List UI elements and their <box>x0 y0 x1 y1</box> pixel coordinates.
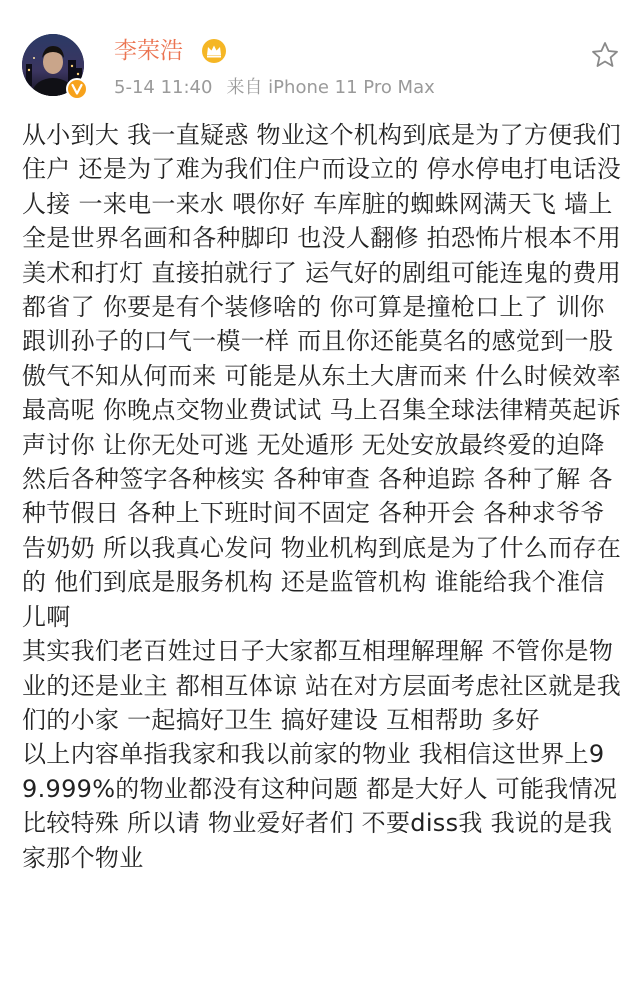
post-paragraph: 其实我们老百姓过日子大家都互相理解理解 不管你是物业的还是业主 都相互体谅 站在对方层面考虑社区就是我们的小家 一起搞好卫生 搞好建设 互相帮助 多好 <box>22 637 622 734</box>
star-icon[interactable] <box>590 40 620 70</box>
post-timestamp: 5-14 11:40 <box>114 77 213 98</box>
post-content <box>22 118 622 875</box>
crown-icon[interactable] <box>200 38 228 64</box>
post-source: 来自 iPhone 11 Pro Max <box>226 77 435 98</box>
post-header <box>0 0 642 110</box>
post-paragraph: 从小到大 我一直疑惑 物业这个机构到底是为了方便我们住户 还是为了难为我们住户而设立的 停水停电打电话没人接 一来电一来水 喂你好 车库脏的蜘蛛网满天飞 墙上全是世界名画和各种脚印 也没人翻修 拍恐怖片根本不用美术和打灯 直接拍就行了 运气好的剧组可能连鬼的费用都省了 你要是有个装修啥的 你可算是撞枪口上了 训你跟训孙子的口气一模一样 而且你还能莫名的感觉到一股傲气不知从何而来 可能是从东土大唐而来 什么时候效率最高呢 你晚点交物业费试试 马上召集全球法律精英起诉声讨你 让你无处可逃 无处遁形 无处安放最终爱的迫降 然后各种签字各种核实 各种审查 各种追踪 各种了解 各种节假日 各种上下班时间不固定 各种开会 各种求爷爷告奶奶 所以我真心发问 物业机构到底是为了什么而存在的 他们到底是服务机构 还是监管机构 谁能给我个准信儿啊 <box>22 121 622 631</box>
post-paragraph: 以上内容单指我家和我以前家的物业 我相信这世界上99.999%的物业都没有这种问题 都是大好人 可能我情况比较特殊 所以请 物业爱好者们 不要diss我 我说的是我家那个物业 <box>22 740 618 872</box>
verified-badge-icon <box>66 78 88 100</box>
post-meta <box>114 76 435 100</box>
username[interactable]: 李荣浩 <box>114 38 183 64</box>
